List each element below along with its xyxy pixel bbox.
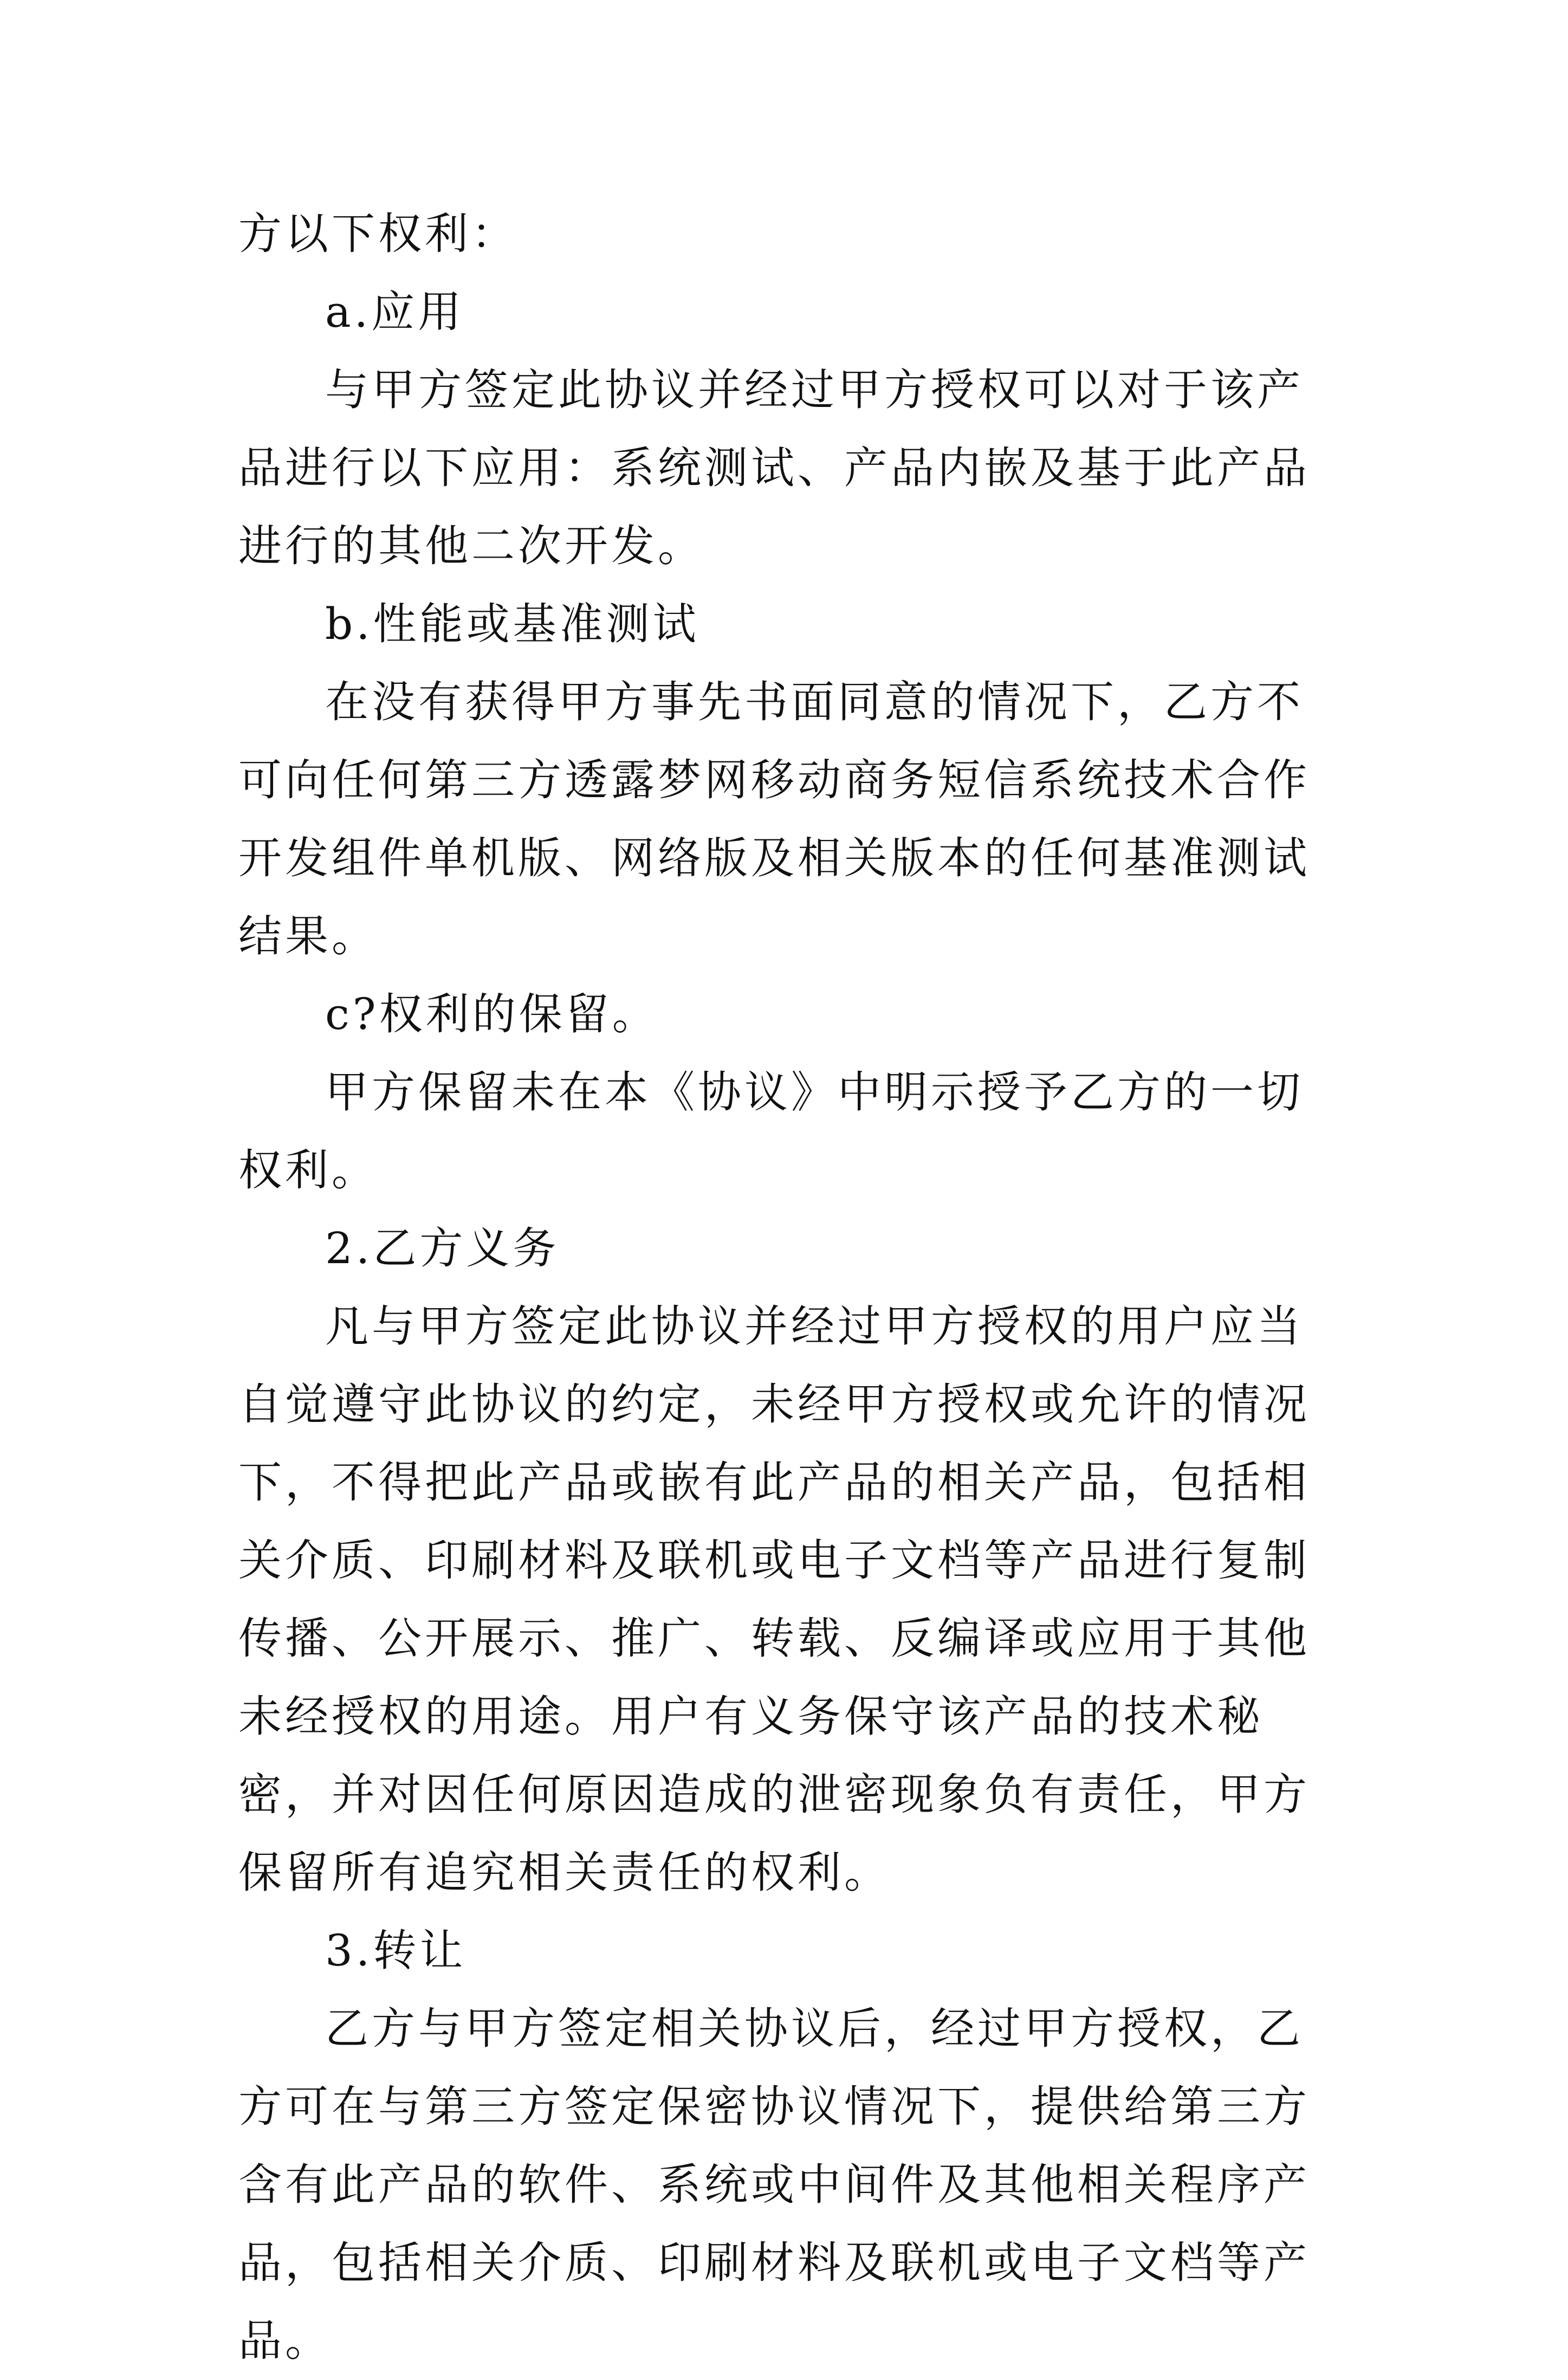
paragraph-transfer: 乙方与甲方签定相关协议后，经过甲方授权，乙方可在与第三方签定保密协议情况下，提供给第三方含有此产品的软件、系统或中间件及其他相关程序产品，包括相关介质、印刷材料及联机或电子文档等产品。 (238, 2003, 1310, 2366)
paragraph-rights-intro: 方以下权利： (238, 209, 518, 259)
paragraph-application: 与甲方签定此协议并经过甲方授权可以对于该产品进行以下应用：系统测试、产品内嵌及基于此产品进行的其他二次开发。 (238, 365, 1310, 571)
paragraph-benchmark: 在没有获得甲方事先书面同意的情况下，乙方不可向任何第三方透露梦网移动商务短信系统技术合作开发组件单机版、网络版及相关版本的任何基准测试结果。 (238, 677, 1310, 961)
heading-application: a.应用 (325, 287, 465, 337)
heading-reservation: c?权利的保留。 (325, 989, 659, 1039)
heading-obligations: 2.乙方义务 (325, 1223, 560, 1273)
heading-transfer: 3.转让 (325, 1925, 466, 1976)
heading-benchmark: b.性能或基准测试 (325, 599, 699, 649)
document-body (238, 195, 1349, 2380)
paragraph-reservation: 甲方保留未在本《协议》中明示授予乙方的一切权利。 (238, 1067, 1304, 1195)
paragraph-obligations: 凡与甲方签定此协议并经过甲方授权的用户应当自觉遵守此协议的约定，未经甲方授权或允许的情况下，不得把此产品或嵌有此产品的相关产品，包括相关介质、印刷材料及联机或电子文档等产品进行复制传播、公开展示、推广、转载、反编译或应用于其他未经授权的用途。用户有义务保守该产品的技术秘密，并对因任何原因造成的泄密现象负有责任，甲方保留所有追究相关责任的权利。 (238, 1301, 1310, 1898)
